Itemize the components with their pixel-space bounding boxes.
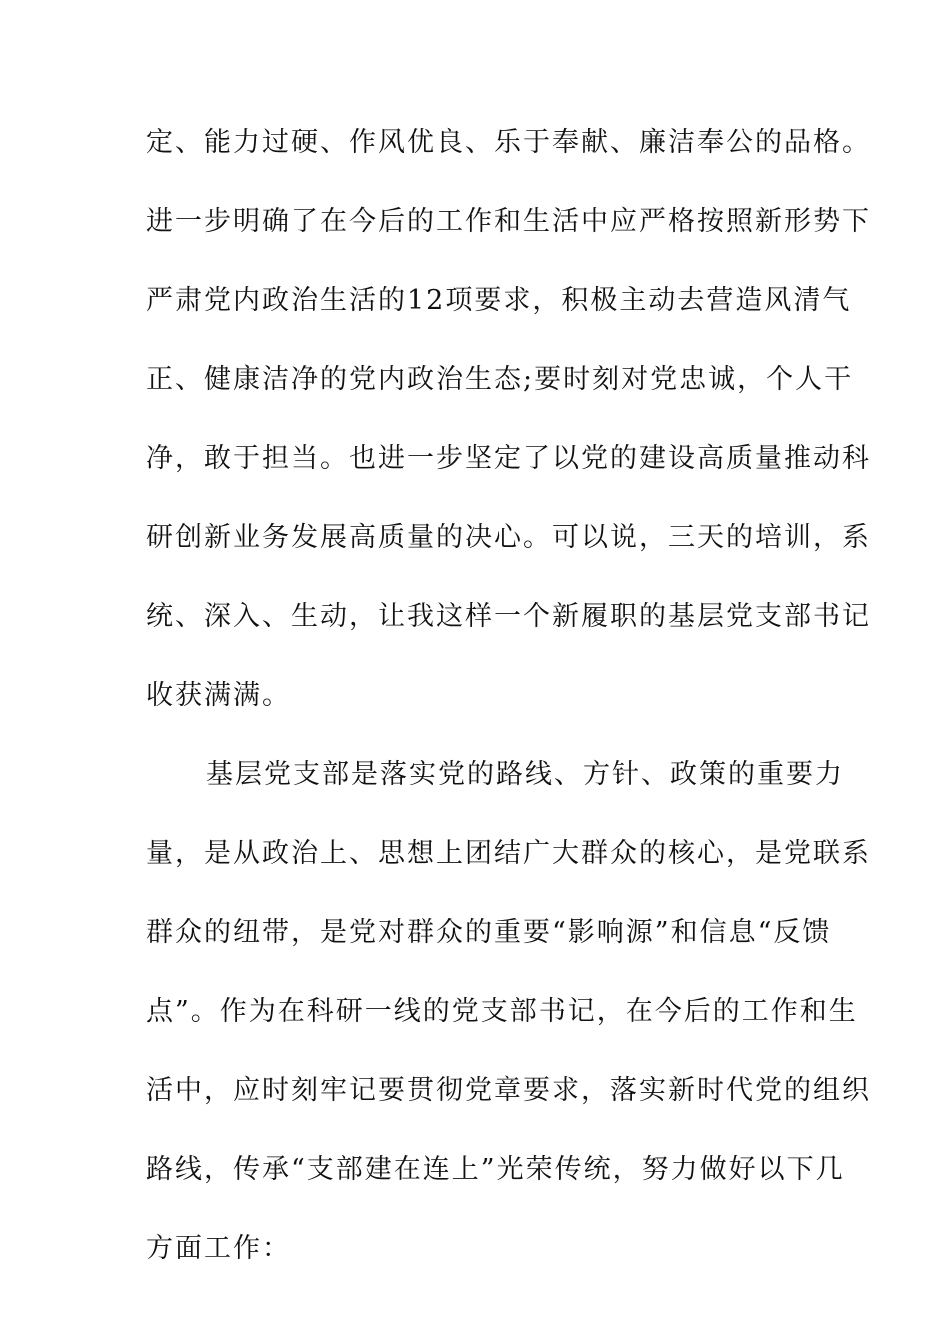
paragraph-line: 进一步明确了在今后的工作和生活中应严格按照新形势下	[146, 206, 871, 237]
paragraph-line: 研创新业务发展高质量的决心。可以说，三天的培训，系	[146, 522, 871, 553]
paragraph-line: 方面工作：	[146, 1233, 291, 1264]
paragraph-line: 活中，应时刻牢记要贯彻党章要求，落实新时代党的组织	[146, 1075, 871, 1106]
paragraph-line: 点”。作为在科研一线的党支部书记，在今后的工作和生	[146, 996, 858, 1027]
paragraph-line: 定、能力过硬、作风优良、乐于奉献、廉洁奉公的品格。	[146, 127, 871, 158]
paragraph-2	[146, 735, 871, 1288]
paragraph-line: 路线，传承“支部建在连上”光荣传统，努力做好以下几	[146, 1154, 845, 1185]
paragraph-line: 群众的纽带，是党对群众的重要“影响源”和信息“反馈	[146, 917, 832, 948]
paragraph-line: 收获满满。	[146, 680, 291, 711]
paragraph-line: 正、健康洁净的党内政治生态;要时刻对党忠诚，个人干	[146, 364, 854, 395]
paragraph-line: 统、深入、生动，让我这样一个新履职的基层党支部书记	[146, 601, 871, 632]
paragraph-1	[146, 103, 871, 735]
paragraph-line: 基层党支部是落实党的路线、方针、政策的重要力	[206, 759, 844, 790]
paragraph-line: 净，敢于担当。也进一步坚定了以党的建设高质量推动科	[146, 443, 871, 474]
document-body	[146, 103, 871, 1288]
paragraph-line: 量，是从政治上、思想上团结广大群众的核心，是党联系	[146, 838, 871, 869]
paragraph-line: 严肃党内政治生活的12项要求，积极主动去营造风清气	[146, 285, 852, 316]
